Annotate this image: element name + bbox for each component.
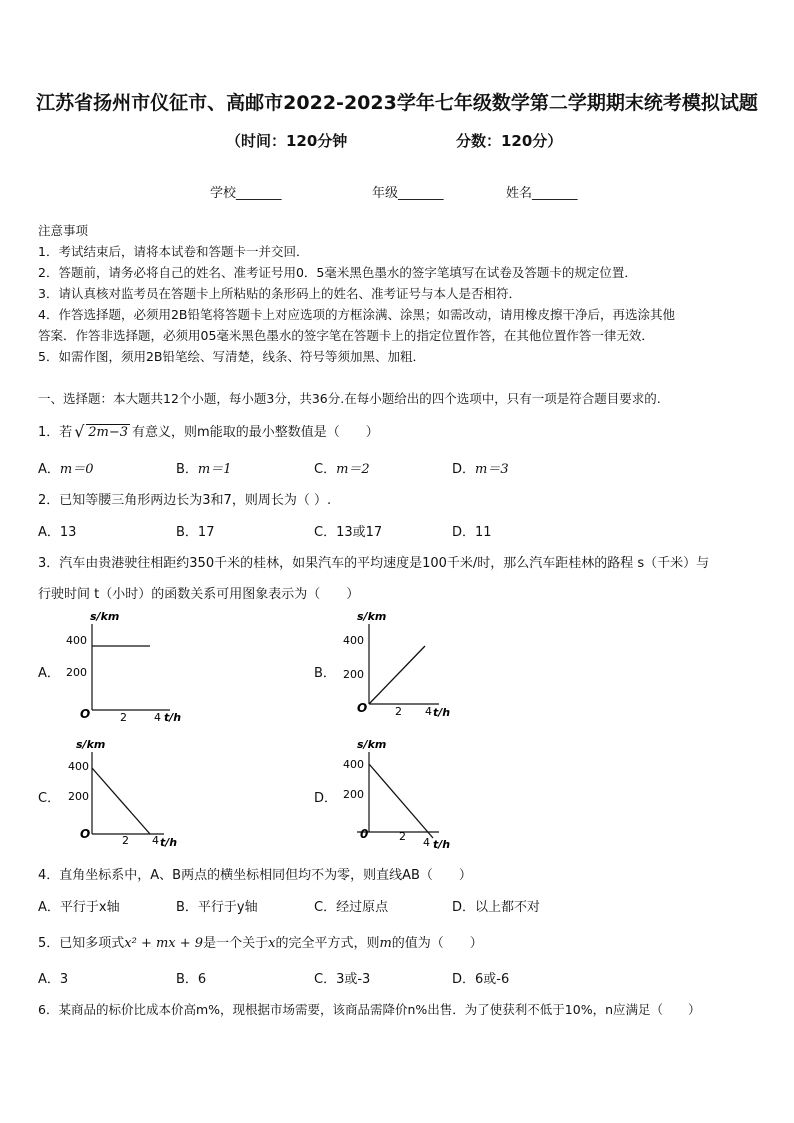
q4-option-c[interactable]: C．经过原点 <box>314 900 389 915</box>
tick-2: 2 <box>399 830 406 843</box>
option-value: m＝1 <box>197 462 232 477</box>
question-2: 2．已知等腰三角形两边长为3和7，则周长为（ ）. <box>38 493 332 508</box>
q1-option-a[interactable] <box>38 458 94 477</box>
exam-score: 分数：120分） <box>456 132 563 150</box>
q1-prefix: 1．若 <box>38 425 73 440</box>
question-4: 4．直角坐标系中，A、B两点的横坐标相同但均不为零，则直线AB（ ） <box>38 868 472 883</box>
school-field: 学校_______ <box>210 186 282 201</box>
sqrt-symbol: √ <box>74 422 85 441</box>
graph-ylabel: s/km <box>357 610 387 623</box>
option-value: m＝3 <box>475 462 509 477</box>
tick-200: 200 <box>343 788 364 801</box>
notes-block <box>38 220 758 367</box>
q3-option-b[interactable]: B． <box>314 666 336 681</box>
graph-xlabel: t/h <box>433 706 451 719</box>
tick-200: 200 <box>66 666 87 679</box>
notes-item: 4．作答选择题，必须用2B铅笔将答题卡上对应选项的方框涂满、涂黑；如需改动，请用橡皮擦干净后，再选涂其他 <box>38 307 675 322</box>
tick-400: 400 <box>343 634 364 647</box>
q2-option-a[interactable]: A．13 <box>38 525 77 540</box>
tick-400: 400 <box>66 634 87 647</box>
origin-label: O <box>80 707 91 721</box>
data-line <box>369 764 433 838</box>
q2-option-c[interactable]: C．13或17 <box>314 525 383 540</box>
graph-ylabel: s/km <box>90 610 120 623</box>
graph-ylabel: s/km <box>357 738 387 751</box>
option-letter: A． <box>38 462 60 477</box>
graph-a <box>58 606 188 724</box>
q1-option-c[interactable] <box>314 458 370 477</box>
q4-option-d[interactable]: D．以上都不对 <box>452 900 541 915</box>
q5-text: 的值为（ ） <box>391 936 483 951</box>
section-heading: 一、选择题：本大题共12个小题，每小题3分，共36分.在每小题给出的四个选项中，只有一项是符合题目要求的. <box>38 391 661 406</box>
q5-variable: m <box>379 936 392 951</box>
graph-b <box>335 606 465 724</box>
q4-option-b[interactable]: B．平行于y轴 <box>176 900 258 915</box>
option-letter: D． <box>452 462 476 477</box>
origin-label: O <box>80 827 91 841</box>
question-6: 6．某商品的标价比成本价高m%，现根据市场需要，该商品需降价n%出售．为了使获利不低于10%，n应满足（ ） <box>38 1002 701 1017</box>
q5-option-b[interactable]: B．6 <box>176 972 207 987</box>
question-3-line1: 3．汽车由贵港驶往相距约350千米的桂林，如果汽车的平均速度是100千米/时，那么汽车距桂林的路程 s（千米）与 <box>38 556 710 571</box>
data-line <box>369 646 425 704</box>
tick-2: 2 <box>395 705 402 718</box>
graph-ylabel: s/km <box>76 738 106 751</box>
tick-4: 4 <box>152 834 159 847</box>
notes-heading: 注意事项 <box>38 223 89 238</box>
q3-option-d[interactable]: D． <box>314 791 338 806</box>
q5-option-a[interactable]: A．3 <box>38 972 69 987</box>
q5-variable: x <box>268 936 276 951</box>
q5-text: 是一个关于 <box>203 936 269 951</box>
tick-200: 200 <box>68 790 89 803</box>
q5-option-d[interactable]: D．6或-6 <box>452 972 510 987</box>
q5-text: 5．已知多项式 <box>38 936 125 951</box>
question-5 <box>38 932 483 951</box>
tick-400: 400 <box>343 758 364 771</box>
option-value: m＝2 <box>336 462 370 477</box>
grade-field: 年级_______ <box>372 186 444 201</box>
graph-xlabel: t/h <box>433 838 451 851</box>
tick-4: 4 <box>423 836 430 849</box>
q2-option-b[interactable]: B．17 <box>176 525 215 540</box>
q5-polynomial: x² + mx + 9 <box>124 936 204 951</box>
page-title: 江苏省扬州市仪征市、高邮市2022-2023学年七年级数学第二学期期末统考模拟试题 <box>36 92 758 114</box>
notes-item: 2．答题前，请务必将自己的姓名、准考证号用0．5毫米黑色墨水的签字笔填写在试卷及答题卡的规定位置． <box>38 265 637 280</box>
notes-item: 5．如需作图，须用2B铅笔绘、写清楚，线条、符号等须加黑、加粗． <box>38 349 425 364</box>
sqrt-radicand: 2m−3 <box>88 425 129 440</box>
q4-option-a[interactable]: A．平行于x轴 <box>38 900 120 915</box>
notes-item: 1．考试结束后，请将本试卷和答题卡一并交回． <box>38 244 309 259</box>
graph-d <box>335 734 465 852</box>
origin-label: O <box>357 701 368 715</box>
q1-option-b[interactable] <box>176 458 232 477</box>
graph-xlabel: t/h <box>160 836 178 849</box>
option-letter: B． <box>176 462 198 477</box>
graph-c <box>58 734 188 852</box>
notes-item: 3．请认真核对监考员在答题卡上所粘贴的条形码上的姓名、准考证号与本人是否相符． <box>38 286 521 301</box>
question-1 <box>38 421 379 440</box>
q1-suffix: 有意义，则m能取的最小整数值是（ ） <box>132 425 379 440</box>
q2-option-d[interactable]: D．11 <box>452 525 492 540</box>
q1-option-d[interactable] <box>452 458 509 477</box>
tick-2: 2 <box>120 711 127 724</box>
data-line <box>92 768 150 834</box>
question-3-line2: 行驶时间 t（小时）的函数关系可用图象表示为（ ） <box>38 587 360 602</box>
notes-item: 答案．作答非选择题，必须用05毫米黑色墨水的签字笔在答题卡上的指定位置作答，在其他位置作答一律无效． <box>38 328 654 343</box>
tick-200: 200 <box>343 668 364 681</box>
tick-2: 2 <box>122 834 129 847</box>
graph-xlabel: t/h <box>164 711 182 724</box>
exam-time: （时间：120分钟 <box>226 132 348 150</box>
tick-4: 4 <box>425 705 432 718</box>
tick-400: 400 <box>68 760 89 773</box>
option-value: m＝0 <box>59 462 94 477</box>
q5-option-c[interactable]: C．3或-3 <box>314 972 371 987</box>
name-field: 姓名_______ <box>506 186 578 201</box>
origin-label: 0 <box>360 827 369 841</box>
tick-4: 4 <box>154 711 161 724</box>
q5-text: 的完全平方式，则 <box>275 936 380 951</box>
option-letter: C． <box>314 462 337 477</box>
sqrt-expression <box>74 422 130 441</box>
q3-option-c[interactable]: C． <box>38 791 61 806</box>
q3-option-a[interactable]: A． <box>38 666 60 681</box>
